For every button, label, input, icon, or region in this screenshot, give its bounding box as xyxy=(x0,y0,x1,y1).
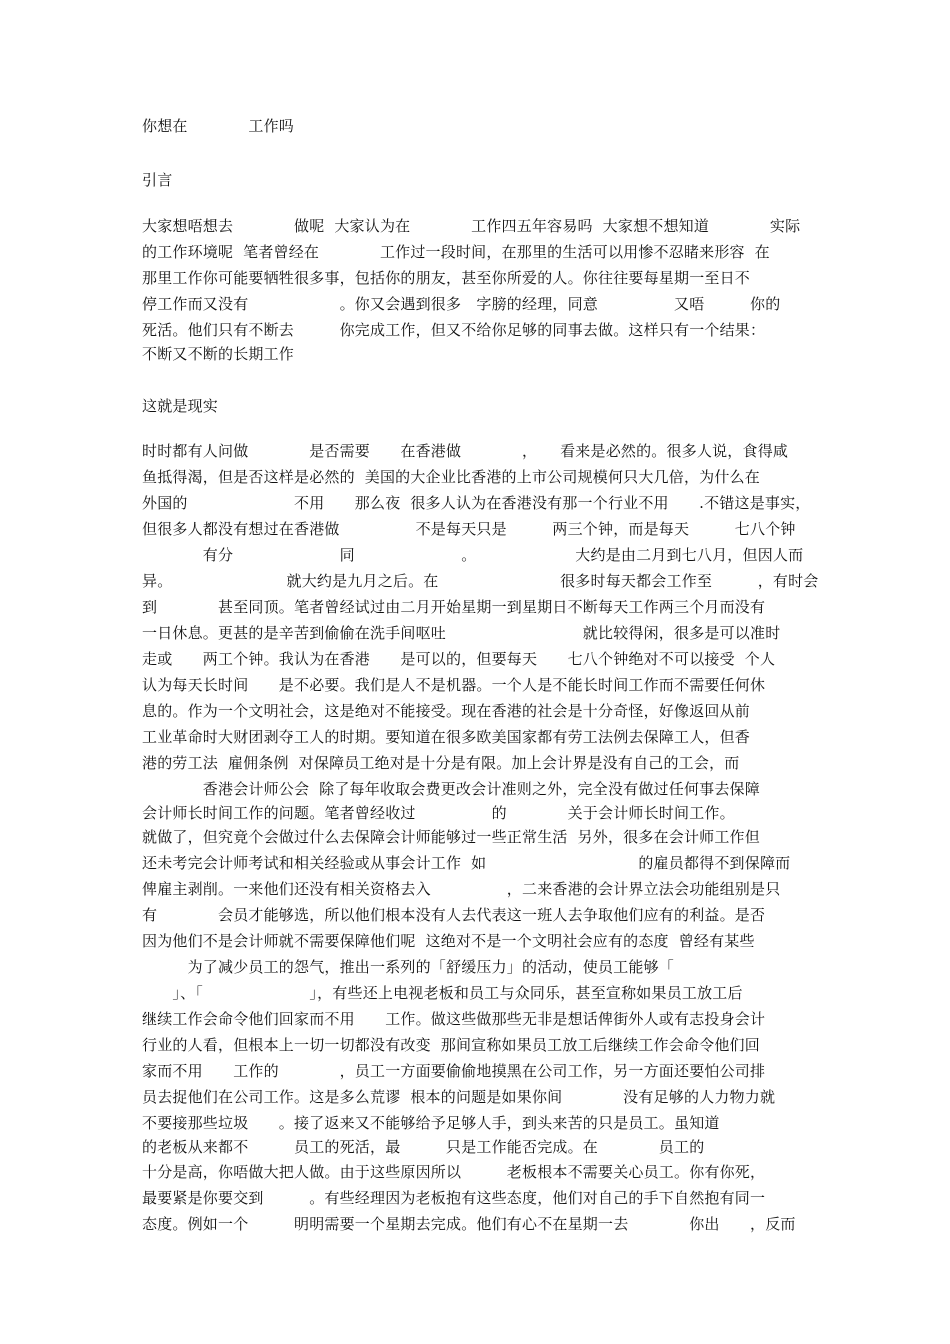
paragraph-line: 鱼抵得渴，但是否这样是必然的 美国的大企业比香港的上市公司规模何只大几倍，为什么在 xyxy=(142,468,760,486)
paragraph-line: 时时都有人问做 是否需要 在香港做 ， 看来是必然的。很多人说，食得咸 xyxy=(142,442,789,460)
paragraph-line: 行业的人看，但根本上一切一切都没有改变 那间宣称如果员工放工后继续工作会命令他们回 xyxy=(142,1036,760,1054)
paragraph-line: 俾雇主剥削。一来他们还没有相关资格去入 ，二来香港的会计界立法会功能组别是只 xyxy=(142,880,781,898)
paragraph-line: 异。 就大约是九月之后。在 很多时每天都会工作至 ，有时会 xyxy=(142,572,819,590)
paragraph-line: 港的劳工法 雇佣条例 对保障员工绝对是十分是有限。加上会计界是没有自己的工会，而 xyxy=(142,754,740,772)
document-title: 你想在 工作吗 xyxy=(142,117,295,135)
paragraph-line: 一日休息。更甚的是辛苦到偷偷在洗手间呕吐 就比较得闲，很多是可以准时 xyxy=(142,624,781,642)
paragraph-line: 会计师长时间工作的问题。笔者曾经收过 的 关于会计师长时间工作。 xyxy=(142,804,735,822)
section-heading-intro: 引言 xyxy=(142,171,173,189)
paragraph-line: 」、「 」，有些还上电视老板和员工与众同乐，甚至宣称如果员工放工后 xyxy=(142,984,743,1002)
paragraph-line: 最要紧是你要交到 。有些经理因为老板抱有这些态度，他们对自己的手下自然抱有同一 xyxy=(142,1189,766,1207)
paragraph-line: 到 甚至同顶。笔者曾经试过由二月开始星期一到星期日不断每天工作两三个月而没有 xyxy=(142,598,766,616)
paragraph-line: 不要接那些垃圾 。接了返来又不能够给予足够人手，到头来苦的只是员工。虽知道 xyxy=(142,1114,720,1132)
paragraph-line: 家而不用 工作的 ，员工一方面要偷偷地摸黑在公司工作，另一方面还要怕公司排 xyxy=(142,1062,766,1080)
paragraph-line: 就做了，但究竟个会做过什么去保障会计师能够过一些正常生活 另外，很多在会计师工作但 xyxy=(142,828,760,846)
paragraph-line: 继续工作会命令他们回家而不用 工作。做这些做那些无非是想话俾街外人或有志投身会计 xyxy=(142,1010,766,1028)
paragraph-line: 外国的 不用 那么夜 很多人认为在香港没有那一个行业不用 .不错这是事实， xyxy=(142,494,811,512)
paragraph-line: 走或 两工个钟。我认为在香港 是可以的，但要每天 七八个钟绝对不可以接受 个人 xyxy=(142,650,776,668)
paragraph-line: 但很多人都没有想过在香港做 不是每天只是 两三个钟，而是每天 七八个钟 xyxy=(142,520,796,538)
paragraph-line: 认为每天长时间 是不必要。我们是人不是机器。一个人是不能长时间工作而不需要任何休 xyxy=(142,676,766,694)
paragraph-line: 息的。作为一个文明社会，这是绝对不能接受。现在香港的社会是十分奇怪，好像返回从前 xyxy=(142,702,751,720)
paragraph-line: 因为他们不是会计师就不需要保障他们呢 这绝对不是一个文明社会应有的态度 曾经有某些 xyxy=(142,932,755,950)
paragraph-line: 的工作环境呢 笔者曾经在 工作过一段时间，在那里的生活可以用惨不忍睹来形容 在 xyxy=(142,243,770,261)
paragraph-line: 态度。例如一个 明明需要一个星期去完成。他们有心不在星期一去 你出 ，反而 xyxy=(142,1215,796,1233)
paragraph-line: 香港会计师公会 除了每年收取会费更改会计准则之外，完全没有做过任何事去保障 xyxy=(142,780,760,798)
paragraph-line: 工业革命时大财团剥夺工人的时期。要知道在很多欧美国家都有劳工法例去保障工人，但香 xyxy=(142,728,751,746)
section-heading-reality: 这就是现实 xyxy=(142,397,219,415)
paragraph-line: 大家想唔想去 做呢 大家认为在 工作四五年容易吗 大家想不想知道 实际 xyxy=(142,217,801,235)
paragraph-line: 员去捉他们在公司工作。这是多么荒谬 根本的问题是如果你间 没有足够的人力物力就 xyxy=(142,1088,776,1106)
paragraph-line: 的老板从来都不 员工的死活，最 只是工作能否完成。在 员工的 xyxy=(142,1138,705,1156)
paragraph-line: 为了减少员工的怨气，推出一系列的「舒缓压力」的活动，使员工能够「 xyxy=(142,958,675,976)
paragraph-line: 停工作而又没有 。你又会遇到很多 字膀的经理，同意 又唔 你的 xyxy=(142,295,781,313)
paragraph-line: 还未考完会计师考试和相关经验或从事会计工作 如 的雇员都得不到保障而 xyxy=(142,854,791,872)
paragraph-line: 不断又不断的长期工作 xyxy=(142,345,295,363)
paragraph-line: 十分是高，你唔做大把人做。由于这些原因所以 老板根本不需要关心员工。你有你死， xyxy=(142,1163,766,1181)
paragraph-line: 那里工作你可能要牺牲很多事，包括你的朋友，甚至你所爱的人。你往往要每星期一至日不 xyxy=(142,269,751,287)
paragraph-line: 死活。他们只有不断去 你完成工作，但又不给你足够的同事去做。这样只有一个结果： xyxy=(142,321,766,339)
paragraph-line: 有 会员才能够选，所以他们根本没有人去代表这一班人去争取他们应有的利益。是否 xyxy=(142,906,766,924)
paragraph-line: 有分 同 。 大约是由二月到七八月，但因人而 xyxy=(142,546,804,564)
